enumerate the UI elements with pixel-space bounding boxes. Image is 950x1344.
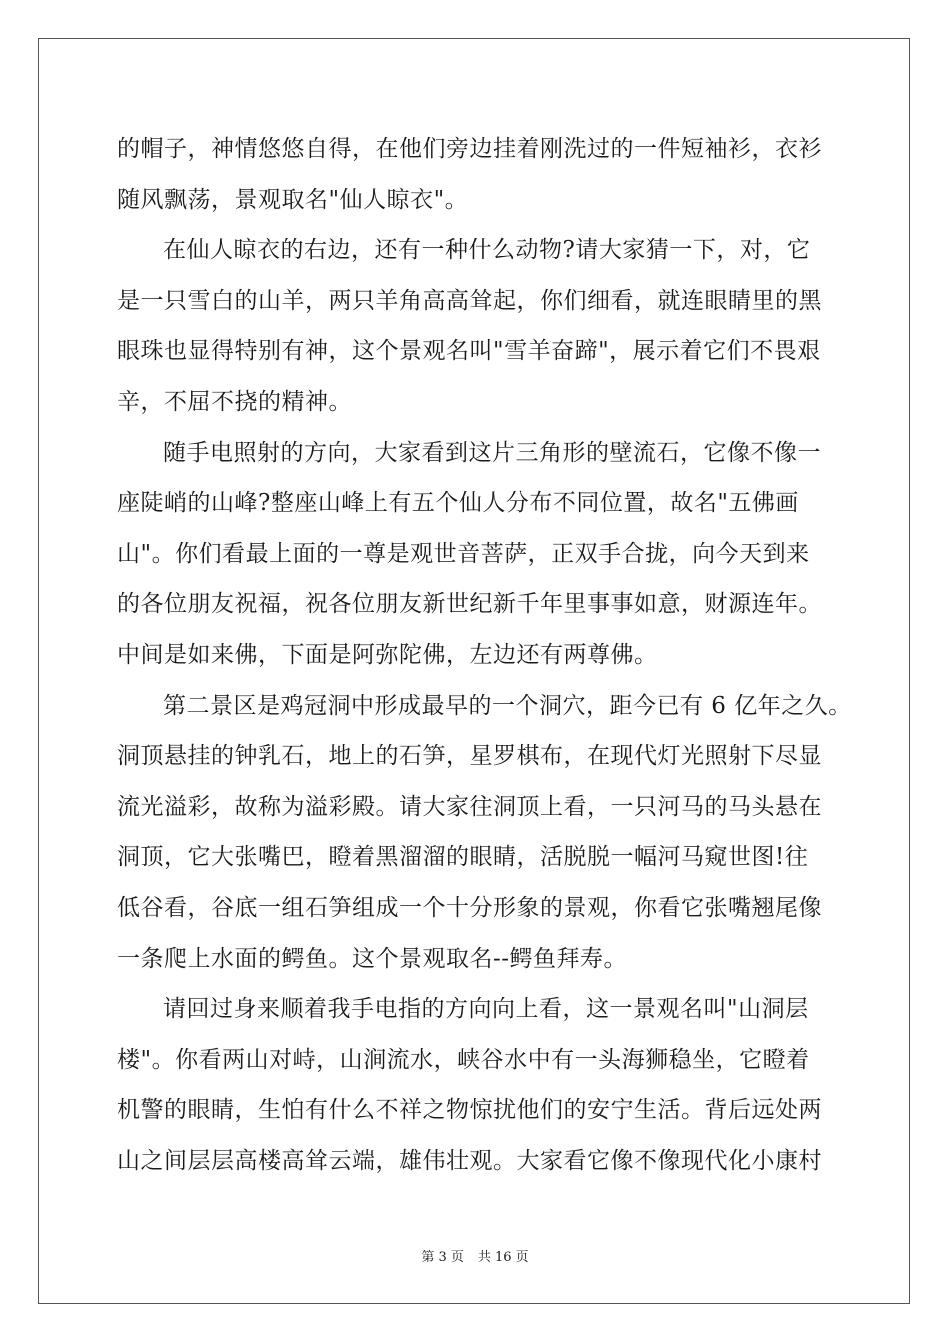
text-line: 低谷看，谷底一组石笋组成一个十分形象的景观，你看它张嘴翘尾像: [117, 894, 822, 921]
text-line: 在仙人晾衣的右边，还有一种什么动物?请大家猜一下，对，它: [163, 237, 811, 264]
text-line: 随风飘荡，景观取名"仙人晾衣"。: [117, 186, 469, 213]
text-line: 洞顶，它大张嘴巴，瞪着黑溜溜的眼睛，活脱脱一幅河马窥世图!往: [117, 844, 809, 871]
text-line: 眼珠也显得特别有神，这个景观名叫"雪羊奋蹄"，展示着它们不畏艰: [117, 338, 821, 365]
text-line: 楼"。你看两山对峙，山涧流水，峡谷水中有一头海狮稳坐，它瞪着: [117, 1046, 810, 1073]
text-line: 请回过身来顺着我手电指的方向向上看，这一景观名叫"山洞层: [163, 996, 809, 1023]
text-line: 的各位朋友祝福，祝各位朋友新世纪新千年里事事如意，财源连年。: [117, 591, 822, 618]
text-line: 的帽子，神情悠悠自得，在他们旁边挂着刚洗过的一件短袖衫，衣衫: [117, 136, 822, 162]
text-line: 座陡峭的山峰?整座山峰上有五个仙人分布不同位置，故名"五佛画: [117, 490, 799, 517]
text-line: 是一只雪白的山羊，两只羊角高高耸起，你们细看，就连眼睛里的黑: [117, 287, 822, 314]
text-line: 流光溢彩，故称为溢彩殿。请大家往洞顶上看，一只河马的马头悬在: [117, 793, 822, 820]
text-line: 一条爬上水面的鳄鱼。这个景观取名--鳄鱼拜寿。: [117, 945, 628, 972]
text-line: 中间是如来佛，下面是阿弥陀佛，左边还有两尊佛。: [117, 641, 658, 668]
text-line: 洞顶悬挂的钟乳石，地上的石笋，星罗棋布，在现代灯光照射下尽显: [117, 743, 822, 770]
document-body: [117, 124, 852, 1186]
total-pages: 共 16 页: [477, 1250, 529, 1265]
text-line: 山"。你们看最上面的一尊是观世音菩萨，正双手合拢，向今天到来: [117, 540, 810, 567]
text-line: 机警的眼睛，生怕有什么不祥之物惊扰他们的安宁生活。背后远处两: [117, 1097, 822, 1124]
text-line: 山之间层层高楼高耸云端，雄伟壮观。大家看它像不像现代化小康村: [117, 1147, 822, 1174]
page-footer: [0, 1246, 950, 1265]
page-number: 第 3 页: [421, 1250, 464, 1265]
text-line: 辛，不屈不挠的精神。: [117, 388, 352, 415]
text-line: 随手电照射的方向，大家看到这片三角形的壁流石，它像不像一: [163, 439, 821, 466]
text-line: 第二景区是鸡冠洞中形成最早的一个洞穴，距今已有 6 亿年之久。: [163, 692, 852, 719]
